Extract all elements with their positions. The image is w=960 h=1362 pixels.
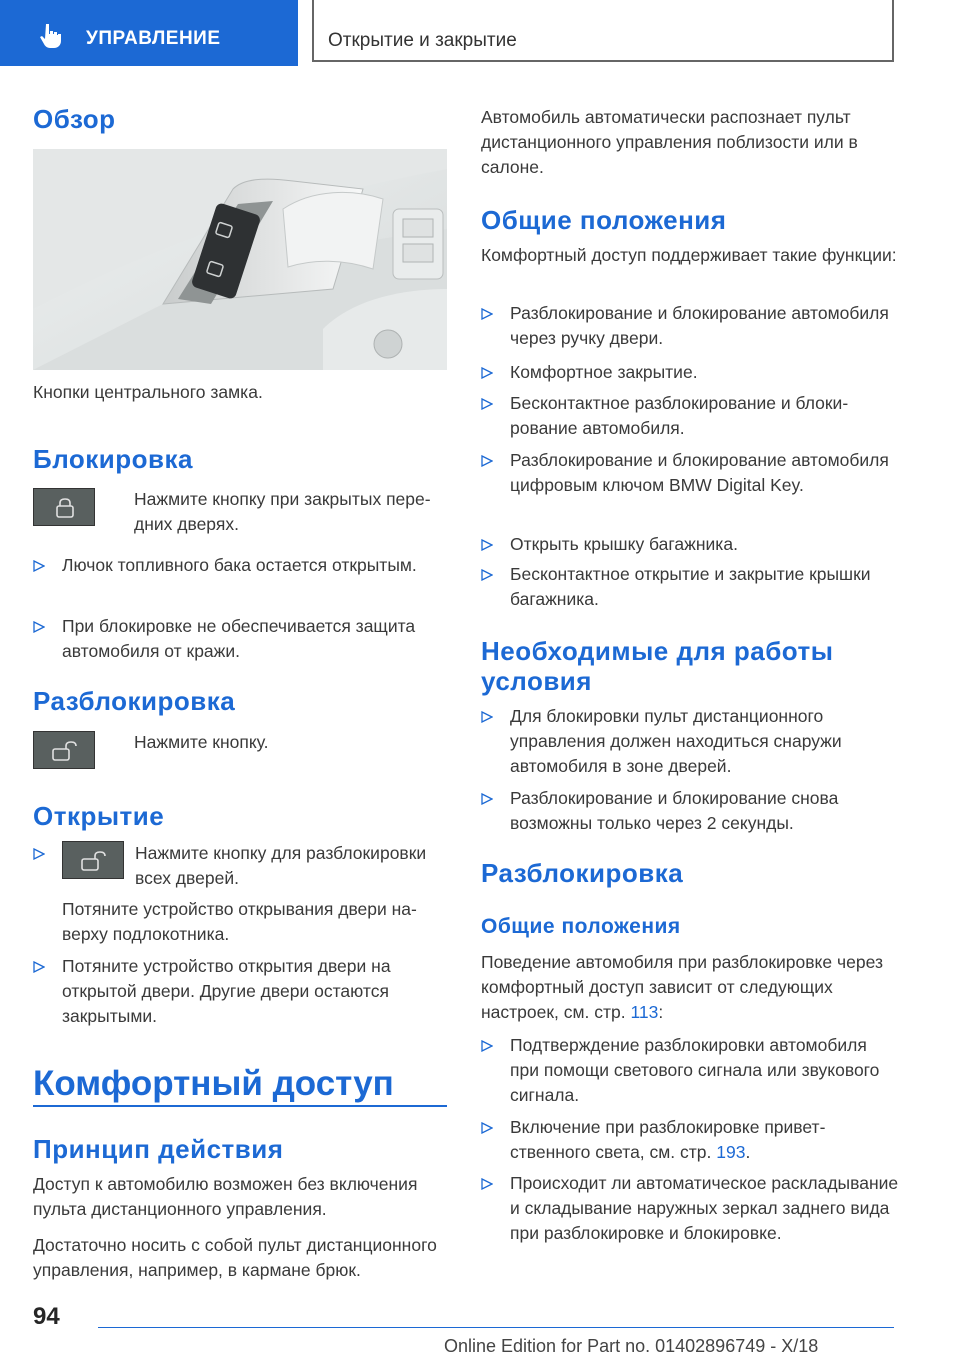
unlocking-text: Нажмите кнопку. — [134, 732, 269, 752]
triangle-bullet-icon — [481, 455, 493, 467]
triangle-bullet-icon — [33, 848, 45, 860]
unlock-button-image — [62, 841, 124, 879]
triangle-bullet-icon — [33, 560, 45, 572]
unlock-icon — [52, 741, 78, 761]
unlock-subheading: Общие положения — [481, 915, 681, 938]
triangle-bullet-icon — [481, 398, 493, 410]
triangle-bullet-icon — [33, 621, 45, 633]
footer-rule — [98, 1327, 894, 1328]
overview-heading: Обзор — [33, 104, 116, 134]
topic-header — [312, 0, 894, 62]
unlocking-heading: Разблокировка — [33, 686, 236, 716]
principle-paragraph: Достаточно носить с собой пульт дистанционного управления, например, в кармане брюк. — [33, 1235, 437, 1280]
intro-paragraph: Автомобиль автоматически распознает пульт дистанционного управления поблизости или в салоне. — [481, 107, 858, 177]
triangle-bullet-icon — [481, 539, 493, 551]
comfort-access-heading: Комфортный доступ — [33, 1064, 394, 1103]
photo-caption: Кнопки центрального замка. — [33, 382, 263, 402]
triangle-bullet-icon — [481, 1122, 493, 1134]
door-panel-photo — [33, 149, 447, 370]
general-heading: Общие положения — [481, 205, 727, 235]
topic-label: Открытие и закрытие — [328, 30, 517, 51]
triangle-bullet-icon — [33, 961, 45, 973]
triangle-bullet-icon — [481, 793, 493, 805]
principle-heading: Принцип действия — [33, 1134, 284, 1164]
unlock-heading: Разблокировка — [481, 858, 684, 888]
unlock-icon — [81, 851, 107, 871]
page-link[interactable]: 113 — [630, 1002, 659, 1022]
hand-pointer-icon — [38, 22, 64, 48]
conditions-heading: Необходимые для работы условия — [481, 636, 834, 696]
general-text: Комфортный доступ поддерживает такие функции: — [481, 245, 897, 265]
lock-icon — [52, 498, 78, 518]
page-number: 94 — [33, 1303, 60, 1330]
triangle-bullet-icon — [481, 367, 493, 379]
triangle-bullet-icon — [481, 308, 493, 320]
locking-text: Нажмите кнопку при закрытых передних дверях. — [134, 489, 431, 534]
triangle-bullet-icon — [481, 569, 493, 581]
section-tab[interactable] — [0, 0, 298, 66]
edition-footer: Online Edition for Part no. 01402896749 - X/18 — [444, 1336, 819, 1356]
unlock-paragraph: Поведение автомобиля при разблокировке через комфортный доступ зависит от следующих настроек, см. стр. 113: — [481, 952, 883, 1022]
opening-heading: Открытие — [33, 801, 165, 831]
triangle-bullet-icon — [481, 1040, 493, 1052]
unlock-button-image — [33, 731, 95, 769]
page-link[interactable]: 193 — [716, 1142, 746, 1162]
triangle-bullet-icon — [481, 1178, 493, 1190]
triangle-bullet-icon — [481, 711, 493, 723]
locking-heading: Блокировка — [33, 444, 193, 474]
section-label: УПРАВЛЕНИЕ — [86, 28, 221, 49]
heading-rule — [33, 1105, 447, 1107]
lock-button-image — [33, 488, 95, 526]
principle-paragraph: Доступ к автомобилю возможен без включения пульта дистанционного управления. — [33, 1174, 418, 1219]
